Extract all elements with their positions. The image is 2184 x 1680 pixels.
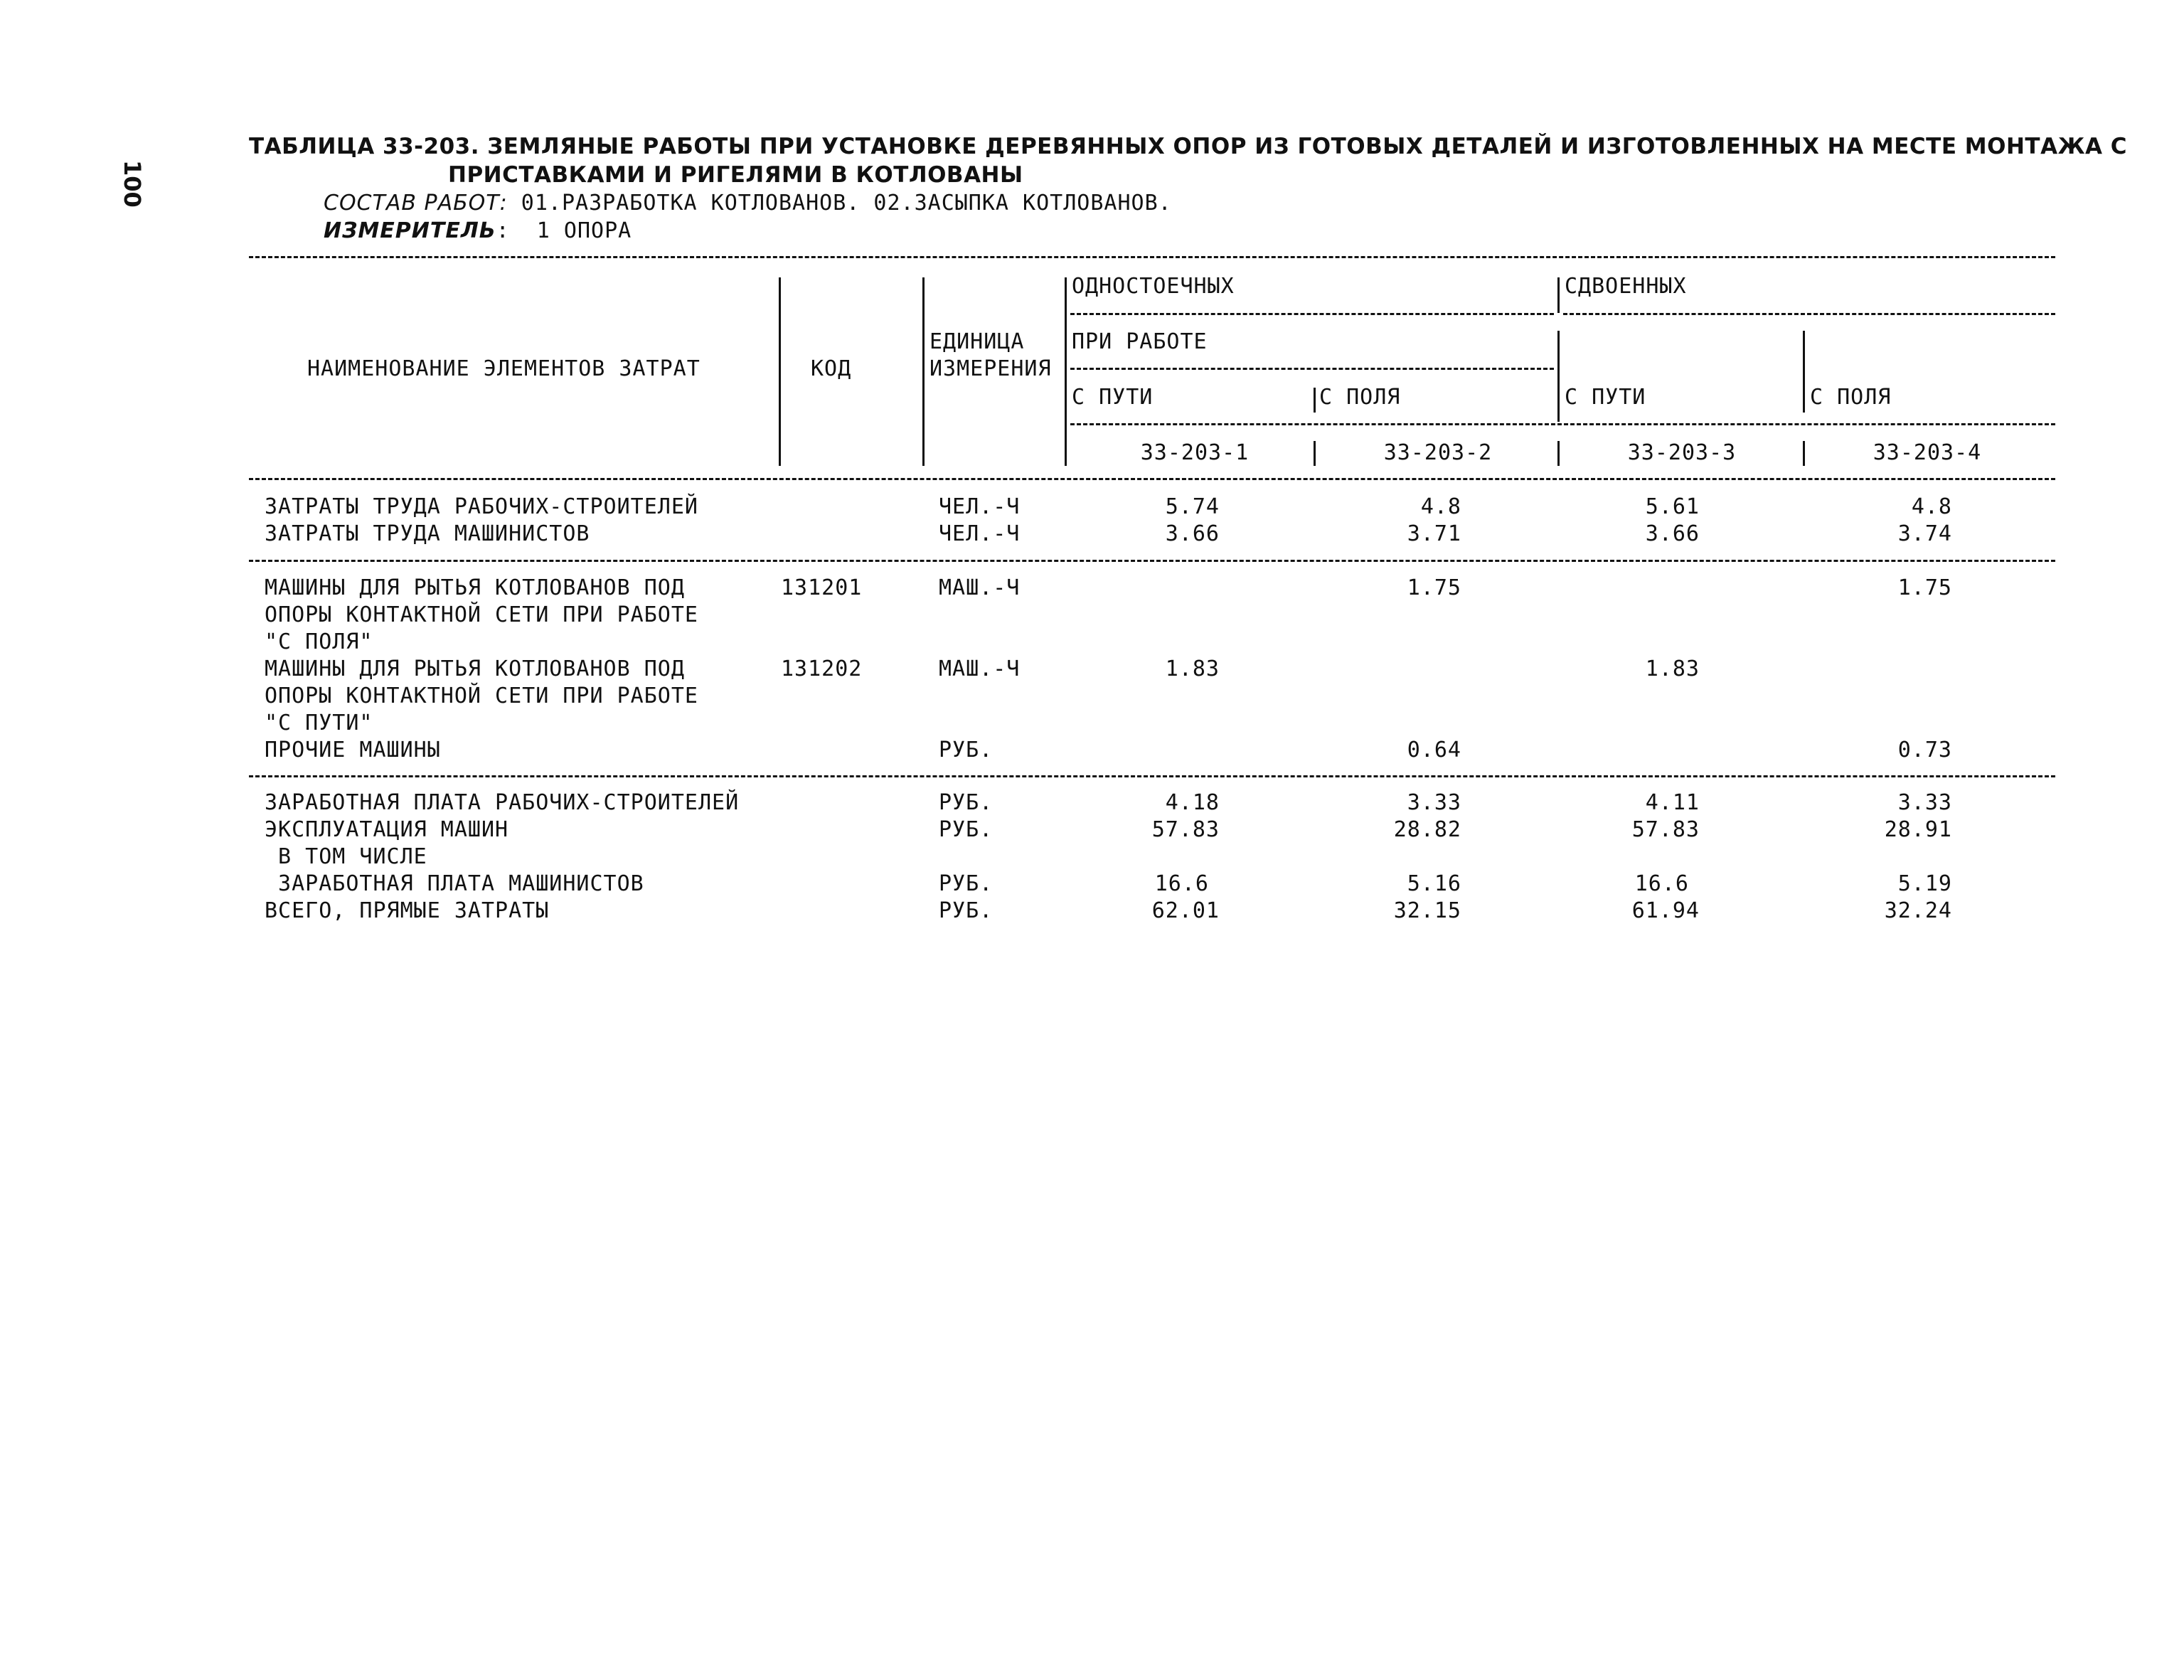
row-value: 3.33 (1407, 790, 1461, 815)
table-title-line-1: ТАБЛИЦА 33-203. ЗЕМЛЯНЫЕ РАБОТЫ ПРИ УСТАНОВКЕ ДЕРЕВЯННЫХ ОПОР ИЗ ГОТОВЫХ ДЕТАЛЕЙ И ИЗГОТОВЛЕННЫХ НА МЕСТЕ МОНТАЖА С (249, 134, 2128, 159)
header-code-4: 33-203-4 (1873, 440, 1982, 465)
row-value: 32.24 (1884, 898, 1952, 923)
row-name-line-2: ОПОРЫ КОНТАКТНОЙ СЕТИ ПРИ РАБОТЕ (265, 684, 698, 708)
row-value: 28.91 (1884, 817, 1952, 842)
header-unit-col-1: ЕДИНИЦА (929, 329, 1025, 354)
row-unit: ЧЕЛ.-Ч (939, 494, 1021, 519)
measure-text: : 1 ОПОРА (496, 218, 632, 243)
row-value: 61.94 (1631, 898, 1700, 923)
row-value: 3.74 (1897, 521, 1952, 546)
header-code-2: 33-203-2 (1383, 440, 1493, 465)
composition-label: СОСТАВ РАБОТ: (324, 191, 508, 216)
row-value: 57.83 (1151, 817, 1220, 842)
header-unit-col-2: ИЗМЕРЕНИЯ (929, 356, 1052, 381)
row-unit: МАШ.-Ч (939, 575, 1021, 600)
header-divider-track-field-2 (1803, 331, 1805, 413)
row-value: 16.6 (1154, 871, 1209, 896)
header-code-1: 33-203-1 (1140, 440, 1250, 465)
row-value: 28.82 (1393, 817, 1461, 842)
header-divider-code-2-3 (1557, 441, 1560, 466)
row-code: 131202 (781, 656, 863, 681)
row-unit: ЧЕЛ.-Ч (939, 521, 1021, 546)
header-rule-codes (1070, 423, 2055, 425)
header-divider-code-1-2 (1314, 441, 1316, 466)
header-from-track-2: С ПУТИ (1565, 385, 1646, 410)
table-title-line-2: ПРИСТАВКАМИ И РИГЕЛЯМИ В КОТЛОВАНЫ (448, 162, 1023, 188)
row-name: ЗАТРАТЫ ТРУДА МАШИНИСТОВ (265, 521, 590, 546)
row-unit: РУБ. (939, 738, 994, 762)
row-unit: РУБ. (939, 871, 994, 896)
group-rule (249, 560, 2055, 562)
header-bottom-rule (249, 478, 2055, 480)
header-divider-unit-values (1065, 277, 1067, 466)
header-rule-working (1070, 368, 1554, 370)
row-value: 1.75 (1897, 575, 1952, 600)
row-value: 3.71 (1407, 521, 1461, 546)
row-unit: РУБ. (939, 817, 994, 842)
table-top-rule (249, 256, 2055, 258)
row-value: 5.19 (1897, 871, 1952, 896)
row-name-line-2: ОПОРЫ КОНТАКТНОЙ СЕТИ ПРИ РАБОТЕ (265, 602, 698, 627)
row-value: 5.74 (1165, 494, 1220, 519)
row-unit: РУБ. (939, 898, 994, 923)
header-name-col: НАИМЕНОВАНИЕ ЭЛЕМЕНТОВ ЗАТРАТ (307, 356, 701, 381)
row-value: 5.16 (1407, 871, 1461, 896)
row-name: МАШИНЫ ДЛЯ РЫТЬЯ КОТЛОВАНОВ ПОД (265, 575, 685, 600)
row-value: 3.66 (1645, 521, 1700, 546)
row-name-line-3: "С ПОЛЯ" (265, 629, 373, 654)
header-from-track-1: С ПУТИ (1072, 385, 1154, 410)
header-divider-single-double (1557, 277, 1560, 313)
measure-line (324, 218, 632, 245)
row-unit: РУБ. (939, 790, 994, 815)
row-name: ПРОЧИЕ МАШИНЫ (265, 738, 441, 762)
row-value: 4.8 (1420, 494, 1461, 519)
row-name-line-3: "С ПУТИ" (265, 711, 373, 735)
row-name: В ТОМ ЧИСЛЕ (265, 844, 427, 869)
header-divider-mid (1557, 331, 1560, 422)
row-value: 32.15 (1393, 898, 1461, 923)
header-code-3: 33-203-3 (1627, 440, 1737, 465)
row-value: 62.01 (1151, 898, 1220, 923)
measure-label: ИЗМЕРИТЕЛЬ (324, 218, 496, 243)
composition-text: 01.РАЗРАБОТКА КОТЛОВАНОВ. 02.ЗАСЫПКА КОТЛОВАНОВ. (507, 191, 1172, 216)
header-single: ОДНОСТОЕЧНЫХ (1072, 274, 1235, 299)
row-name: МАШИНЫ ДЛЯ РЫТЬЯ КОТЛОВАНОВ ПОД (265, 656, 685, 681)
row-value: 1.83 (1645, 656, 1700, 681)
row-name: ЗАРАБОТНАЯ ПЛАТА РАБОЧИХ-СТРОИТЕЛЕЙ (265, 790, 740, 815)
row-value: 5.61 (1645, 494, 1700, 519)
row-value: 57.83 (1631, 817, 1700, 842)
header-divider-name-code (779, 277, 781, 466)
row-value: 3.33 (1897, 790, 1952, 815)
header-from-field-1: С ПОЛЯ (1319, 385, 1401, 410)
header-from-field-2: С ПОЛЯ (1810, 385, 1892, 410)
row-name: ЭКСПЛУАТАЦИЯ МАШИН (265, 817, 509, 842)
header-working: ПРИ РАБОТЕ (1072, 329, 1208, 354)
row-value: 3.66 (1165, 521, 1220, 546)
header-divider-code-3-4 (1803, 441, 1805, 466)
row-name: ЗАРАБОТНАЯ ПЛАТА МАШИНИСТОВ (265, 871, 644, 896)
row-name: ВСЕГО, ПРЯМЫЕ ЗАТРАТЫ (265, 898, 550, 923)
row-value: 1.75 (1407, 575, 1461, 600)
row-value: 0.64 (1407, 738, 1461, 762)
row-value: 4.18 (1165, 790, 1220, 815)
header-double: СДВОЕННЫХ (1565, 274, 1687, 299)
header-rule-double (1563, 313, 2055, 315)
header-divider-code-unit (922, 277, 925, 466)
row-value: 16.6 (1634, 871, 1689, 896)
group-rule (249, 775, 2055, 777)
row-value: 0.73 (1897, 738, 1952, 762)
header-divider-track-field-1 (1314, 388, 1316, 413)
row-value: 4.8 (1911, 494, 1952, 519)
row-unit: МАШ.-Ч (939, 656, 1021, 681)
header-code-col: КОД (811, 356, 852, 381)
row-code: 131201 (781, 575, 863, 600)
composition-line (324, 190, 1172, 217)
row-value: 4.11 (1645, 790, 1700, 815)
row-value: 1.83 (1165, 656, 1220, 681)
page-number: 100 (119, 160, 146, 208)
header-rule-single (1070, 313, 1554, 315)
row-name: ЗАТРАТЫ ТРУДА РАБОЧИХ-СТРОИТЕЛЕЙ (265, 494, 698, 519)
